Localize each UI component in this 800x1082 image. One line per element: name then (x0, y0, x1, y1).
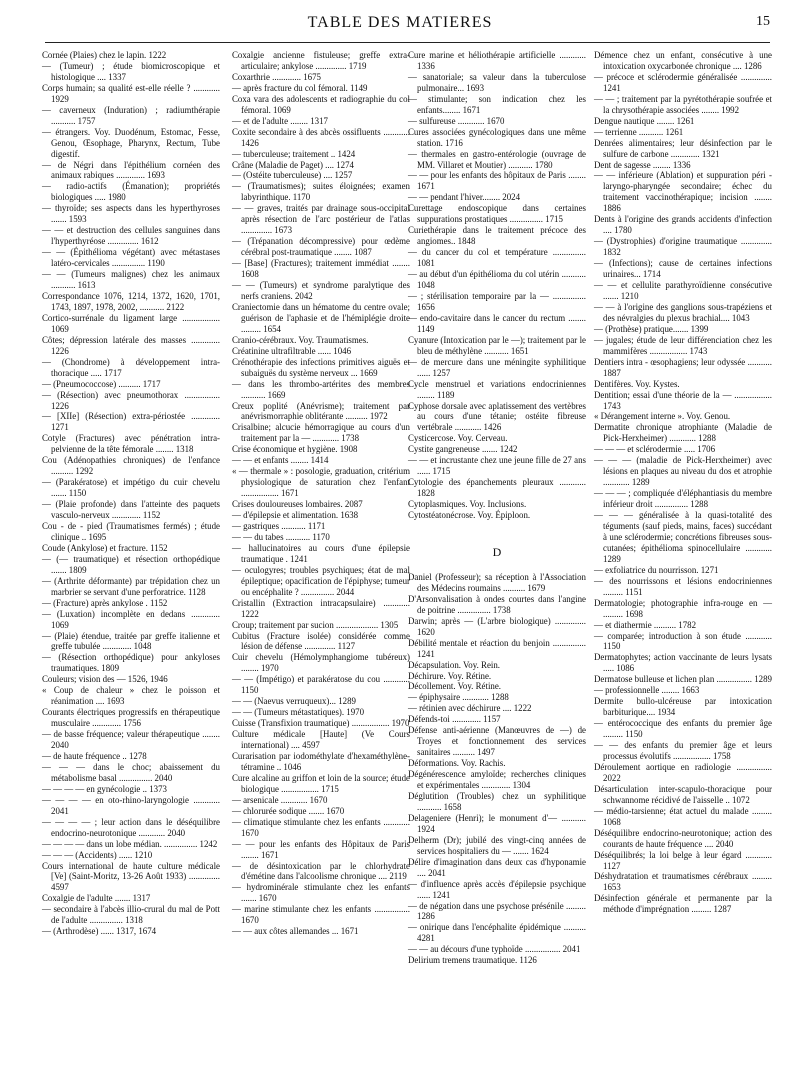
index-entry: — de désintoxication par le chlorhydrate d'émétine dans l'alcoolisme chronique .... 2119 (232, 860, 410, 882)
index-entry: — — ; traitement par la pyrétothérapie soufrée et la chrysothérapie associées ........ 1992 (594, 93, 772, 115)
index-entry: Delirium tremens traumatique. 1126 (408, 955, 537, 966)
index-entry: — (Chondrome) à développement intra-thoracique ..... 1717 (42, 356, 220, 378)
index-entry: Coxalgie ancienne fistuleuse; greffe extra-articulaire; ankylose .............. 1719 (232, 50, 410, 71)
index-entry: — — — dans le choc; abaissement du métabolisme basal ............... 2040 (42, 761, 220, 783)
index-entry: — de Négri dans l'épithélium cornéen des animaux rabiques ............. 1693 (42, 159, 220, 181)
index-entry: — (Résection orthopédique) pour ankyloses traumatiques. 1809 (42, 652, 220, 674)
index-entry: — médio-tarsienne; état actuel du malade ......... 1068 (594, 805, 772, 827)
index-entry: Désinfection générale et permanente par la méthode d'imprégnation ......... 1287 (594, 893, 772, 915)
running-title: TABLE DES MATIERES (307, 14, 493, 31)
index-entry: Dentifères. Voy. Kystes. (594, 378, 680, 389)
index-entry: — (Trépanation décompressive) pour œdème cérébral post-traumatique ........ 1087 (232, 236, 410, 258)
index-entry: — sulfureuse ............ 1670 (408, 115, 505, 126)
index-entry: — stimulante; son indication chez les enfants........ 1671 (408, 93, 586, 115)
index-entry: — d'épilepsie et alimentation. 1638 (232, 510, 359, 521)
index-entry: — exfoliatrice du nourrisson. 1271 (594, 564, 719, 575)
index-entry: Créatinine ultrafiltrable ...... 1046 (232, 345, 352, 356)
index-entry: Cures associées gynécologiques dans une même station. 1716 (408, 126, 586, 148)
index-entry: Cou - de - pied (Traumatismes fermés) ; étude clinique .. 1695 (42, 520, 220, 542)
index-entry: Déshydratation et traumatismes cérébraux ......... 1653 (594, 871, 772, 893)
index-entry: — — — — en oto-rhino-laryngologie ............ 2041 (42, 794, 220, 816)
index-entry: — — (Épithélioma végétant) avec métastases latéro-cervicales ............... 1190 (42, 247, 220, 269)
index-entry: — (Infections); cause de certaines infections urinaires... 1714 (594, 258, 772, 280)
index-entry: — onirique dans l'encéphalite épidémique .......... 4281 (408, 922, 586, 944)
index-entry: — au début d'un épithélioma du col utérin ........... 1048 (408, 269, 586, 291)
index-entry: — (Fracture) après ankylose . 1152 (42, 597, 168, 608)
index-entry: — (Luxation) incomplète en dedans ............. 1069 (42, 608, 220, 630)
index-entry: Démence chez un enfant, consécutive à une intoxication oxycarbonée chronique .... 1286 (594, 50, 772, 71)
index-entry: — — — (Accidents) ...... 1210 (42, 849, 153, 860)
index-entry: Couleurs; vision des — 1526, 1946 (42, 674, 168, 685)
index-entry: Crise économique et hygiène. 1908 (232, 444, 358, 455)
index-entry: — — pour les enfants des hôpitaux de Paris ........ 1671 (408, 170, 586, 192)
index-entry: Cytologie des épanchements pleuraux ............ 1828 (408, 477, 586, 499)
index-entry: Crâne (Maladie de Paget) .... 1274 (232, 159, 354, 170)
index-entry: Corps humain; sa qualité est-elle réelle ? ............ 1929 (42, 82, 220, 104)
index-entry: — précoce et sclérodermie généralisée .............. 1241 (594, 71, 772, 93)
index-entry: Curarisation par iodométhylate d'hexaméthylène-tétramine .. 1046 (232, 751, 410, 772)
index-entry: — (Arthrodèse) ...... 1317, 1674 (42, 926, 157, 937)
index-entry: D'Arsonvalisation à ondes courtes dans l'angine de poitrine ............... 1738 (408, 593, 586, 615)
index-entry: Denrées alimentaires; leur désinfection par le sulfure de carbone ............. 1321 (594, 137, 772, 159)
index-entry: — marine stimulante chez les enfants ................ 1670 (232, 904, 410, 926)
index-entry: Déformations. Voy. Rachis. (408, 758, 506, 769)
index-entry: — [XIIe] (Résection) extra-périostée ............. 1271 (42, 411, 220, 433)
index-entry: — arsenicale ............ 1670 (232, 794, 328, 805)
index-entry: — — pendant l'hiver........ 2024 (408, 192, 521, 203)
index-entry: Craniectomie dans un hématome du centre ovale; guérison de l'aphasie et de l'hémiplégie droite ......... 1654 (232, 301, 410, 334)
index-entry: Courants électriques progressifs en thérapeutique musculaire ............. 1756 (42, 707, 220, 729)
index-entry: Daniel (Professeur); sa réception à l'Association des Médecins roumains .......... 1679 (408, 571, 586, 593)
index-entry: — (— traumatique) et résection orthopédique ....... 1809 (42, 553, 220, 575)
index-entry: — secondaire à l'abcès illio-crural du mal de Pott de l'adulte ............... 1318 (42, 904, 220, 926)
index-entry: — d'influence après accès d'épilepsie psychique ...... 1241 (408, 878, 586, 900)
index-entry: Dermatite chronique atrophiante (Maladie de Pick-Herxheimer) ............ 1288 (594, 422, 772, 444)
index-entry: — — — généralisée à la quasi-totalité des téguments (sauf pieds, mains, faces) succédant à une sclérodermie; concrétions fibreuses sous-cutanées; épithélioma spinocellulaire ............ 1289 (594, 510, 772, 564)
index-entry: « — thermale » : posologie, graduation, critérium physiologique de saturation chez l'enfant ................. 1671 (232, 466, 410, 499)
index-entry: Crises douloureuses lombaires. 2087 (232, 499, 363, 510)
index-entry: Dentition; essai d'une théorie de la — ................. 1743 (594, 389, 772, 411)
index-entry: — oculogyres; troubles psychiques; état de mal épileptique; opacification de l'épiphyse; tumeur ou encéphalite ? ............... 2044 (232, 564, 410, 597)
index-entry: Dégénérescence amyloïde; recherches cliniques et expérimentales ............. 1304 (408, 769, 586, 791)
index-entry: Dentiers intra - œsophagiens; leur odyssée ........... 1887 (594, 356, 772, 378)
index-entry: — (Plaie profonde) dans l'atteinte des paquets vasculo-nerveux ............. 1152 (42, 499, 220, 521)
index-entry: — hallucinatoires au cours d'une épilepsie traumatique . 1241 (232, 542, 410, 564)
index-entry: — professionnelle ........ 1663 (594, 685, 700, 696)
index-entry: — — (Tumeurs malignes) chez les animaux ........... 1613 (42, 269, 220, 291)
index-column-3 (408, 50, 586, 966)
header-rule (45, 42, 770, 43)
index-entry: Côtes; dépression latérale des masses ............. 1226 (42, 334, 220, 356)
index-entry: — — — (maladie de Pick-Herxheimer) avec lésions en plaques au niveau du dos et atrophie ............ 1289 (594, 455, 772, 488)
index-entry: — — à l'origine des ganglions sous-trapéziens et des névralgies du plexus brachial.... 1043 (594, 301, 772, 323)
index-entry: Dermite bullo-ulcéreuse par intoxication barbiturique.... 1934 (594, 696, 772, 718)
index-entry: — sanatoriale; sa valeur dans la tuberculose pulmonaire... 1693 (408, 71, 586, 93)
page-header (0, 14, 800, 38)
index-entry: — — — — ; leur action dans le déséquilibre endocrino-neurotonique ............ 2040 (42, 816, 220, 838)
index-entry: — — graves, traités par drainage sous-occipital après résection de l'arc postérieur de l'atlas .............. 1673 (232, 203, 410, 236)
index-entry: Delherm (Dr); jubilé des vingt-cinq années de services hospitaliers du — ....... 1624 (408, 834, 586, 856)
index-entry: Dents à l'origine des grands accidents d'infection .... 1780 (594, 214, 772, 236)
index-entry: Cuisse (Transfixion traumatique) ................. 1970 (232, 718, 410, 729)
index-entry: Cytoplasmiques. Voy. Inclusions. (408, 499, 527, 510)
index-entry: Cours international de haute culture médicale [Ve] (Saint-Moritz, 13-26 Août 1933) .............. 4597 (42, 860, 220, 893)
index-entry: Cytostéatonécrose. Voy. Épiploon. (408, 510, 531, 521)
index-entry: Cubitus (Fracture isolée) considérée comme lésion de défense .............. 1127 (232, 630, 410, 652)
index-entry: Cotyle (Fractures) avec pénétration intra-pelvienne de la tête fémorale ........ 1318 (42, 433, 220, 455)
index-entry: — thermales en gastro-entérologie (ouvrage de MM. Villaret et Moutier) ........... 1780 (408, 148, 586, 170)
index-entry: Dengue nautique ........ 1261 (594, 115, 695, 126)
index-entry: — gastriques ........... 1171 (232, 520, 326, 531)
index-entry: Déglutition (Troubles) chez un syphilitique ........... 1658 (408, 791, 586, 812)
index-entry: Cyanure (Intoxication par le —); traitement par le bleu de méthylène ........... 1651 (408, 334, 586, 356)
index-entry: Coude (Ankylose) et fracture. 1152 (42, 542, 168, 553)
index-entry: Déséquilibrés; la loi belge à leur égard ............ 1127 (594, 849, 772, 871)
index-entry: — du cancer du col et température ............... 1081 (408, 247, 586, 269)
index-entry: Dermatologie; photographie infra-rouge en — ......... 1698 (594, 597, 772, 619)
index-entry: Cornée (Plaies) chez le lapin. 1222 (42, 50, 167, 60)
index-entry: — — des enfants du premier âge et leurs processus évolutifs ................. 1758 (594, 740, 772, 761)
index-entry: — dans les thrombo-artérites des membres ........... 1669 (232, 378, 410, 400)
index-entry: Cure alcaline au griffon et loin de la source; étude biologique ................. 1715 (232, 772, 410, 794)
index-entry: — ; stérilisation temporaire par la — ............... 1656 (408, 290, 586, 312)
index-entry: — et de l'adulte ........ 1317 (232, 115, 328, 126)
index-entry: Cure marine et héliothérapie artificielle ............ 1336 (408, 50, 586, 71)
index-entry: — radio-actifs (Émanation); propriétés biologiques ..... 1980 (42, 181, 220, 203)
index-entry: Déroulement aortique en radiologie ................ 2022 (594, 761, 772, 783)
page-number: 15 (756, 14, 770, 29)
index-entry: Cou (Adénopathies chroniques) de l'enfance .......... 1292 (42, 455, 220, 477)
index-entry: Curettage endoscopique dans certaines suppurations prostatiques ............... 1715 (408, 203, 586, 225)
index-entry: — hydrominérale stimulante chez les enfants ....... 1670 (232, 882, 410, 904)
index-column-2 (232, 50, 410, 937)
index-entry: Culture médicale [Haute] (Ve Cours international) .... 4597 (232, 729, 410, 751)
index-entry: — de mercure dans une méningite syphilitique ...... 1257 (408, 356, 586, 378)
index-entry: Défense anti-aérienne (Manœuvres de —) de Troyes et fonctionnement des services sanitaires .......... 1497 (408, 725, 586, 758)
index-entry: — terrienne ........... 1261 (594, 126, 684, 137)
index-entry: — et diathermie .......... 1782 (594, 619, 697, 630)
index-entry: — de basse fréquence; valeur thérapeutique ........ 2040 (42, 729, 220, 751)
index-entry: — — (Naevus verruqueux)... 1289 (232, 696, 356, 707)
index-entry: Cuir chevelu (Hémolymphangiome tubéreux) ........ 1970 (232, 652, 410, 674)
index-entry: — — — et sclérodermie ..... 1706 (594, 444, 716, 455)
index-entry: — après fracture du col fémoral. 1149 (232, 82, 368, 93)
section-letter: D (492, 544, 502, 559)
index-entry: — (Résection) avec pneumothorax ................ 1226 (42, 389, 220, 411)
index-entry: Croup; traitement par sucion ................... 1305 (232, 619, 399, 630)
index-entry: — endo-cavitaire dans le cancer du rectum ........ 1149 (408, 312, 586, 334)
index-entry: — étrangers. Voy. Duodénum, Estomac, Fesse, Genou, Œsophage, Pharynx, Rectum, Tube digestif. (42, 126, 220, 159)
index-entry: Débilité mentale et réaction du benjoin ............... 1241 (408, 637, 586, 659)
index-entry: Dent de sagesse ........ 1336 (594, 159, 691, 170)
index-entry: — — aux côtes allemandes ... 1671 (232, 926, 359, 937)
index-entry: — rétinien avec déchirure .... 1222 (408, 703, 532, 714)
index-entry: Coxite secondaire à des abcès ossifluents ............ 1426 (232, 126, 410, 148)
index-entry: — caverneux (Induration) ; radiumthérapie ........... 1757 (42, 104, 220, 126)
index-entry: — (Prothèse) pratique....... 1399 (594, 323, 709, 334)
index-entry: — — et cellulite parathyroïdienne consécutive ....... 1210 (594, 280, 772, 301)
index-entry: — — et destruction des cellules sanguines dans l'hyperthyréose .............. 1612 (42, 225, 220, 247)
index-entry: — — pour les enfants des Hôpitaux de Paris ........ 1671 (232, 838, 410, 860)
index-entry: Curiethérapie dans le traitement précoce des angiomes.. 1848 (408, 225, 586, 247)
index-entry: — — — ; compliquée d'éléphantiasis du membre inférieur droit ............... 1288 (594, 488, 772, 510)
index-entry: Cyphose dorsale avec aplatissement des vertèbres au cours d'une tétanie; ostéite fibreuse vertébrale ............ 1426 (408, 400, 586, 433)
index-entry: Dermatose bulleuse et lichen plan ................ 1289 (594, 674, 772, 685)
index-entry: Cortico-surrénale du ligament large ................. 1069 (42, 312, 220, 334)
index-entry: « Coup de chaleur » chez le poisson et réanimation .... 1693 (42, 685, 220, 707)
index-entry: Coxalgie de l'adulte ....... 1317 (42, 893, 151, 904)
index-entry: Cranio-cérébraux. Voy. Traumatismes. (232, 334, 369, 345)
index-entry: — (Arthrite déformante) par trépidation chez un marbrier se servant d'une perforatrice. 1128 (42, 575, 220, 597)
index-entry: — entérococcique des enfants du premier âge ......... 1150 (594, 718, 772, 740)
index-entry: — [Base] (Fractures); traitement immédiat ........ 1608 (232, 258, 410, 280)
index-entry: — jugales; étude de leur différenciation chez les mammifères ................. 1743 (594, 334, 772, 356)
index-entry: — — au décours d'une typhoïde ................ 2041 (408, 944, 581, 955)
index-entry: Désarticulation inter-scapulo-thoracique pour schwannome récidivé de l'aisselle .. 1072 (594, 783, 772, 805)
index-entry: Délire d'imagination dans deux cas d'hyponamie .... 2041 (408, 856, 586, 878)
index-entry: Défends-toi ............. 1157 (408, 714, 501, 725)
index-entry: — thyroïde; ses aspects dans les hyperthyroses ....... 1593 (42, 203, 220, 225)
index-entry: Crénothérapie des infections primitives aiguës et subaiguës du système nerveux ... 1669 (232, 356, 410, 378)
index-entry: Déséquilibre endocrino-neurotonique; action des courants de haute fréquence .... 2040 (594, 827, 772, 849)
index-entry: — (Traumatismes); suites éloignées; examen labyrinthique. 1170 (232, 181, 410, 203)
index-entry: — de négation dans une psychose présénile ......... 1286 (408, 900, 586, 922)
index-entry: Cystite gangreneuse ....... 1242 (408, 444, 518, 455)
index-entry: — (Dystrophies) d'origine traumatique .............. 1832 (594, 236, 772, 258)
index-entry: — — inférieure (Ablation) et suppuration péri - laryngo-pharyngée secondaire; échec du traitement vaccinothérapique; incision ........ 1886 (594, 170, 772, 214)
index-entry: — (Ostéite tuberculeuse) .... 1257 (232, 170, 353, 181)
index-entry: « Dérangement interne ». Voy. Genou. (594, 411, 731, 422)
index-entry: — (Parakératose) et impétigo du cuir chevelu ....... 1150 (42, 477, 220, 499)
index-column-1 (42, 50, 220, 937)
index-entry: Creux poplité (Anévrisme); traitement par anévrismorraphie oblitérante .......... 1972 (232, 400, 410, 422)
index-entry: — de haute fréquence .. 1278 (42, 751, 147, 761)
index-entry: — — — — dans un lobe médian. ............... 1242 (42, 838, 218, 849)
index-entry: — — (Tumeurs) et syndrome paralytique des nerfs craniens. 2042 (232, 280, 410, 301)
index-entry: — — (Impétigo) et parakératose du cou ............ 1150 (232, 674, 410, 696)
index-entry: — climatique stimulante chez les enfants ............ 1670 (232, 816, 410, 838)
index-entry: Décapsulation. Voy. Rein. (408, 659, 501, 670)
index-entry: — — (Tumeurs métastatiques). 1970 (232, 707, 365, 718)
index-entry: — comparée; introduction à son étude ............ 1150 (594, 630, 772, 652)
index-entry: Décollement. Voy. Rétine. (408, 681, 502, 692)
index-entry: — chlorurée sodique ....... 1670 (232, 805, 345, 816)
index-entry: Delageniere (Henri); le monument d'— ........... 1924 (408, 812, 586, 834)
index-entry: Correspondance 1076, 1214, 1372, 1620, 1701, 1743, 1897, 1978, 2002, ........... 2122 (42, 290, 220, 312)
index-entry: — — du tabes ........... 1170 (232, 531, 330, 542)
index-entry: Coxa vara des adolescents et radiographie du col fémoral. 1069 (232, 93, 410, 115)
index-entry: — épiphysaire ............ 1288 (408, 692, 509, 703)
index-entry: — — — — en gynécologie .. 1373 (42, 783, 167, 794)
index-entry: Coxarthrie ............. 1675 (232, 71, 321, 82)
index-entry: — (Plaie) étendue, traitée par greffe italienne et greffe tubulée ............. 1048 (42, 630, 220, 652)
index-entry: Crisalbine; alcucie hémorragique au cours d'un traitement par la — ............ 1738 (232, 422, 410, 444)
index-entry: — (Pneumococcose) .......... 1717 (42, 378, 161, 389)
index-entry: Darwin; après — (L'arbre biologique) .............. 1620 (408, 615, 586, 637)
index-entry: Déchirure. Voy. Rétine. (408, 670, 492, 681)
index-entry: — (Tumeur) ; étude biomicroscopique et histologique .... 1337 (42, 60, 220, 82)
index-column-4 (594, 50, 772, 915)
index-entry: Cysticercose. Voy. Cerveau. (408, 433, 508, 444)
index-entry: — des nourrissons et lésions endocriniennes ......... 1151 (594, 575, 772, 597)
index-entry: — — et enfants ........ 1414 (232, 455, 329, 466)
index-entry: Cycle menstruel et variations endocriniennes ........ 1189 (408, 378, 586, 400)
index-entry: Cristallin (Extraction intracapsulaire) ............ 1222 (232, 597, 410, 619)
index-entry: — — et incrustante chez une jeune fille de 27 ans ...... 1715 (408, 455, 586, 477)
index-entry: — tuberculeuse; traitement .. 1424 (232, 148, 356, 159)
index-entry: Dermatophytes; action vaccinante de leurs lysats ..... 1086 (594, 652, 772, 674)
